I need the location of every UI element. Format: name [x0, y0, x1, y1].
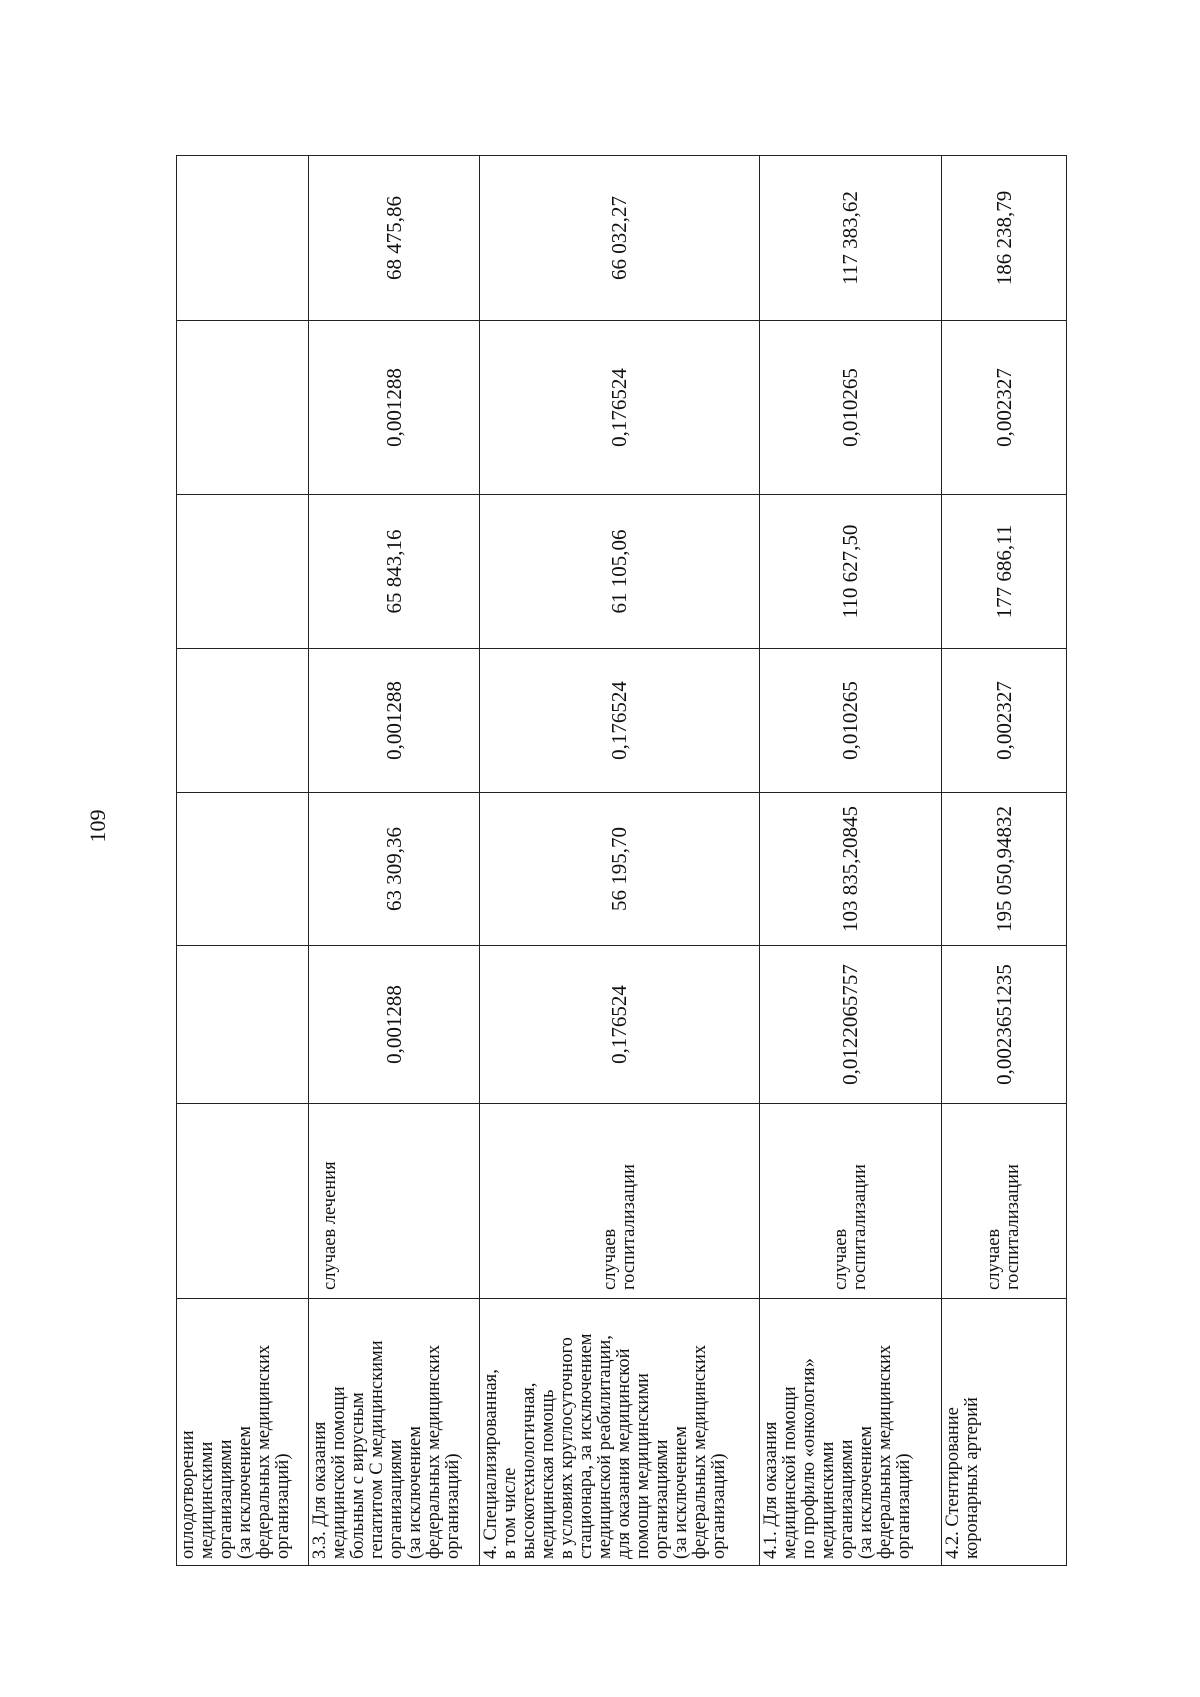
row-unit: случаев госпитализации	[942, 1104, 1067, 1299]
cell-value: 0,176524	[480, 321, 760, 495]
cell-value: 103 835,20845	[760, 793, 942, 946]
cell-value: 0,002327	[942, 321, 1067, 495]
cell-value: 186 238,79	[942, 156, 1067, 321]
page-number: 109	[85, 809, 110, 843]
cell-value: 0,176524	[480, 946, 760, 1104]
cell-value: 110 627,50	[760, 495, 942, 649]
cell-value: 0,010265	[760, 321, 942, 495]
cell-value: 0,0023651235	[942, 946, 1067, 1104]
row-unit: случаев лечения	[309, 1104, 480, 1299]
cell-value: 61 105,06	[480, 495, 760, 649]
cell-value: 177 686,11	[942, 495, 1067, 649]
cell-value	[177, 649, 309, 793]
cell-value: 0,001288	[309, 649, 480, 793]
tariff-table	[176, 155, 1067, 1566]
row-unit: случаев госпитализации	[480, 1104, 760, 1299]
table-row	[177, 156, 309, 1566]
table-row	[480, 156, 760, 1566]
cell-value	[177, 793, 309, 946]
table-row	[760, 156, 942, 1566]
cell-value: 56 195,70	[480, 793, 760, 946]
cell-value: 0,0122065757	[760, 946, 942, 1104]
cell-value: 117 383,62	[760, 156, 942, 321]
rotated-table-container	[176, 156, 1066, 1566]
cell-value: 0,010265	[760, 649, 942, 793]
row-name: 4.2. Стентирование коронарных артерий	[942, 1299, 1067, 1566]
cell-value	[177, 321, 309, 495]
cell-value	[177, 156, 309, 321]
cell-value: 65 843,16	[309, 495, 480, 649]
cell-value: 0,176524	[480, 649, 760, 793]
row-name: 4.1. Для оказания медицинской помощи по профилю «онкология» медицинскими организациями (за исключением федеральных медицинских организаций)	[760, 1299, 942, 1566]
cell-value: 0,001288	[309, 946, 480, 1104]
table-row	[309, 156, 480, 1566]
table-row	[942, 156, 1067, 1566]
row-name: 3.3. Для оказания медицинской помощи больным с вирусным гепатитом С медицинскими организациями (за исключением федеральных медицинских организаций)	[309, 1299, 480, 1566]
cell-value: 0,001288	[309, 321, 480, 495]
row-unit: случаев госпитализации	[760, 1104, 942, 1299]
cell-value: 68 475,86	[309, 156, 480, 321]
cell-value: 195 050,94832	[942, 793, 1067, 946]
cell-value: 63 309,36	[309, 793, 480, 946]
row-name: оплодотворении медицинскими организациями (за исключением федеральных медицинских организаций)	[177, 1299, 309, 1566]
cell-value	[177, 946, 309, 1104]
row-unit	[177, 1104, 309, 1299]
cell-value: 66 032,27	[480, 156, 760, 321]
cell-value	[177, 495, 309, 649]
row-name: 4. Специализированная, в том числе высокотехнологичная, медицинская помощь в условиях круглосуточного стационара, за исключением медицинской реабилитации, для оказания медицинской помощи медицинскими организациями (за исключением федеральных медицинских организаций)	[480, 1299, 760, 1566]
cell-value: 0,002327	[942, 649, 1067, 793]
